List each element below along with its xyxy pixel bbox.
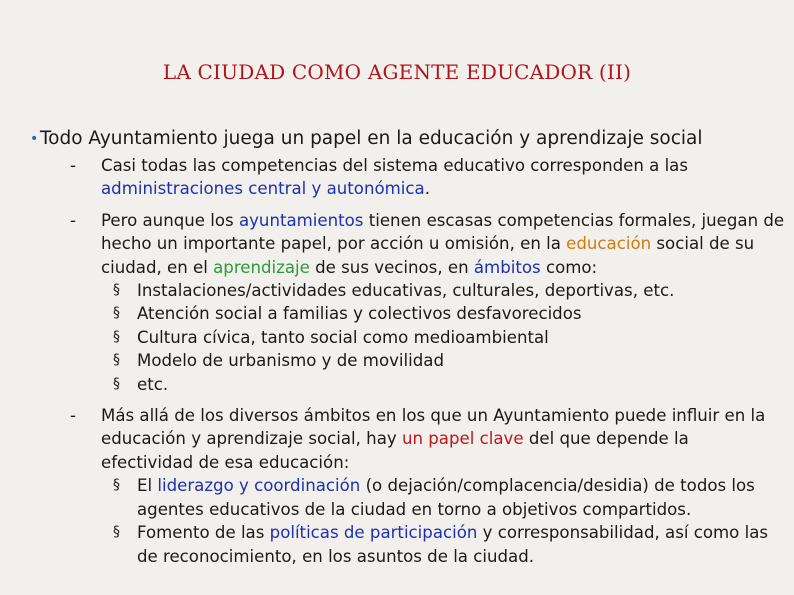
dash-icon: - — [70, 210, 76, 230]
text: social de su ciudad, en el — [101, 234, 755, 277]
list-item: § Cultura cívica, tanto social como medioambiental — [101, 326, 785, 349]
bullet-icon: • — [30, 131, 39, 147]
text: Más allá de los diversos ámbitos en los que un Ayuntamiento puede influir en la educación y aprendizaje social, hay — [101, 406, 766, 449]
square-bullet-icon: § — [113, 282, 120, 299]
highlight-text: aprendizaje — [213, 257, 310, 277]
list-item: § Modelo de urbanismo y de movilidad — [101, 349, 785, 372]
highlight-text: administraciones central y autonómica — [101, 179, 425, 199]
text: como: — [540, 257, 598, 277]
text: de sus vecinos, en — [309, 257, 474, 277]
list-item: § etc. — [101, 373, 785, 396]
square-bullet-icon: § — [113, 352, 120, 369]
sub-point-3 — [70, 404, 785, 568]
highlight-text: un papel clave — [401, 429, 524, 449]
square-bullet-icon: § — [113, 524, 120, 541]
list-item: § El liderazgo y coordinación (o dejación/complacencia/desidia) de todos los agentes educativos de la ciudad en torno a objetivos compartidos. — [113, 476, 755, 519]
highlight-text: educación — [566, 234, 652, 254]
highlight-text: ámbitos — [473, 257, 541, 277]
highlight-text: ayuntamientos — [238, 210, 364, 230]
main-point — [30, 128, 780, 150]
list-item: § Fomento de las políticas de participación y corresponsabilidad, así como las de reconocimiento, en los asuntos de la ciudad. — [113, 523, 769, 566]
page-title: LA CIUDAD COMO AGENTE EDUCADOR (II) — [162, 60, 632, 84]
dash-icon: - — [70, 406, 76, 426]
dash-icon: - — [70, 156, 76, 175]
square-bullet-icon: § — [113, 328, 120, 345]
main-point-text: Todo Ayuntamiento juega un papel en la educación y aprendizaje social — [40, 128, 703, 149]
square-bullet-icon: § — [113, 375, 120, 392]
text: Casi todas las competencias del sistema educativo corresponden a las — [101, 156, 688, 175]
square-bullet-icon: § — [113, 477, 120, 494]
highlight-text: liderazgo y coordinación — [157, 476, 361, 496]
square-bullet-icon: § — [113, 305, 120, 322]
list-item: § Instalaciones/actividades educativas, culturales, deportivas, etc. — [101, 279, 785, 302]
text: Pero aunque los — [101, 210, 239, 230]
sub-points — [70, 154, 785, 576]
text: del que depende la efectividad de esa educación: — [101, 429, 689, 472]
sub-point-2 — [70, 209, 785, 396]
text: . — [424, 179, 430, 199]
highlight-text: políticas de participación — [269, 523, 478, 543]
list-item: § Atención social a familias y colectivos desfavorecidos — [101, 302, 785, 325]
sub-point-1 — [70, 154, 785, 201]
text: tienen escasas competencias formales, juegan de hecho un importante papel, por acción u omisión, en la — [101, 210, 785, 254]
